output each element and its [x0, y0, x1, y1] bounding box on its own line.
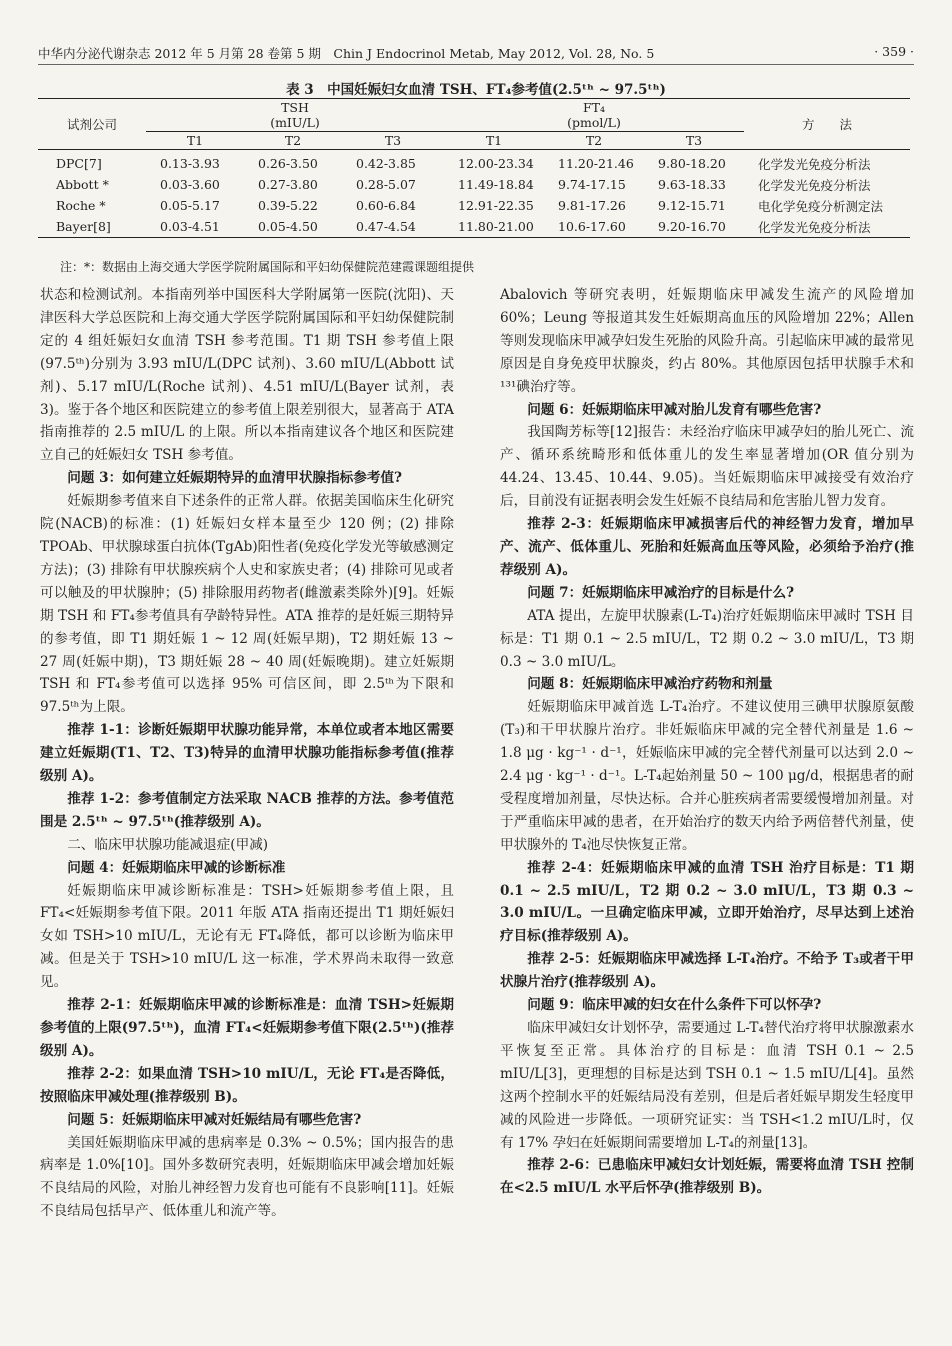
value-cell: 0.42-3.85	[356, 156, 416, 171]
header-tsh-t3: T3	[342, 132, 444, 150]
recommendation: 推荐 1-2：参考值制定方法采取 NACB 推荐的方法。参考值范围是 2.5ᵗʰ ~ 97.5ᵗʰ(推荐级别 A)。	[40, 790, 454, 830]
value-cell: 0.05-5.17	[160, 198, 220, 213]
method-cell: 化学发光免疫分析法	[758, 177, 871, 193]
value-cell: 11.49-18.84	[458, 177, 534, 192]
question-heading: 问题 4：妊娠期临床甲减的诊断标准	[67, 859, 286, 876]
page-number: · 359 ·	[874, 44, 914, 59]
recommendation: 推荐 2-3：妊娠期临床甲减损害后代的神经智力发育，增加早产、流产、低体重儿、死胎和妊娠高血压等风险，必须给予治疗(推荐级别 A)。	[500, 516, 914, 578]
question-heading: 问题 3：如何建立妊娠期特异的血清甲状腺指标参考值?	[67, 470, 402, 487]
value-cell: 9.74-17.15	[558, 177, 626, 192]
question-heading: 问题 8：妊娠期临床甲减治疗药物和剂量	[527, 676, 773, 693]
value-cell: 0.03-3.60	[160, 177, 220, 192]
value-cell: 0.05-4.50	[258, 219, 318, 234]
body-paragraph: 妊娠期临床甲减首选 L-T₄治疗。不建议使用三碘甲状腺原氨酸(T₃)和干甲状腺片治疗。非妊娠临床甲减的完全替代剂量是 1.6 ~ 1.8 μg · kg⁻¹ · d⁻¹，妊娠临床甲减的完全替代剂量可以达到 2.0 ~ 2.4 μg · kg⁻¹ · d⁻¹。L-T₄起始剂量 50 ~ 100 μg/d，根据患者的耐受程度增加剂量，尽快达标。合并心脏疾病者需要缓慢增加剂量。对于严重临床甲减的患者，在开始治疗的数天内给予两倍替代剂量，使甲状腺外的 T₄池尽快恢复正常。	[500, 699, 914, 853]
journal-citation: 中华内分泌代谢杂志 2012 年 5 月第 28 卷第 5 期 Chin J Endocrinol Metab, May 2012, Vol. 28, No. 5	[38, 46, 655, 61]
body-paragraph: Abalovich 等研究表明，妊娠期临床甲减发生流产的风险增加 60%；Leung 等报道其发生妊娠期高血压的风险增加 22%；Allen 等则发现临床甲减孕妇发生死胎的风险升高。引起临床甲减的最常见原因是自身免疫甲状腺炎，约占 80%。其他原因包括甲状腺手术和¹³¹碘治疗等。	[500, 287, 914, 395]
value-cell: 10.6-17.60	[558, 219, 626, 234]
header-ft4: FT₄ (pmol/L)	[444, 99, 744, 132]
right-text-column	[500, 284, 914, 1324]
table-footnote: 注：*：数据由上海交通大学医学院附属国际和平妇幼保健院范建霞课题组提供	[60, 260, 475, 274]
value-cell: 9.63-18.33	[658, 177, 726, 192]
method-cell: 电化学免疫分析测定法	[758, 198, 884, 214]
body-paragraph: 状态和检测试剂。本指南列举中国医科大学附属第一医院(沈阳)、天津医科大学总医院和上海交通大学医学院附属国际和平妇幼保健院制定的 4 组妊娠妇女血清 TSH 参考范围。T1 期 TSH 参考值上限(97.5ᵗʰ)分别为 3.93 mIU/L(DPC 试剂)、3.60 mIU/L(Abbott 试剂)、5.17 mIU/L(Roche 试剂)、4.51 mIU/L(Bayer 试剂，表3)。鉴于各个地区和医院建立的参考值上限差别很大，显著高于 ATA 指南推荐的 2.5 mIU/L 的上限。所以本指南建议各个地区和医院建立自己的妊娠妇女 TSH 参考值。	[40, 287, 454, 464]
question-heading: 问题 7：妊娠期临床甲减治疗的目标是什么?	[527, 584, 795, 601]
header-ft4-t2: T2	[544, 132, 644, 150]
recommendation: 推荐 2-4：妊娠期临床甲减的血清 TSH 治疗目标是：T1 期 0.1 ~ 2.5 mIU/L，T2 期 0.2 ~ 3.0 mIU/L，T3 期 0.3 ~ 3.0 mIU/L。一旦确定临床甲减，立即开始治疗，尽早达到上述治疗目标(推荐级别 A)。	[500, 859, 914, 945]
value-cell: 0.26-3.50	[258, 156, 318, 171]
header-method: 方 法	[744, 99, 910, 150]
table-row	[38, 216, 910, 238]
company-cell: Roche *	[56, 198, 106, 213]
table-row	[38, 195, 910, 216]
table-row	[38, 174, 910, 195]
value-cell: 9.12-15.71	[658, 198, 726, 213]
recommendation: 推荐 2-2：如果血清 TSH>10 mIU/L，无论 FT₄是否降低，按照临床甲减处理(推荐级别 B)。	[40, 1065, 454, 1105]
question-heading: 问题 6：妊娠期临床甲减对胎儿发育有哪些危害?	[527, 401, 822, 418]
value-cell: 0.27-3.80	[258, 177, 318, 192]
recommendation: 推荐 2-5：妊娠期临床甲减选择 L-T₄治疗。不给予 T₃或者干甲状腺片治疗(推荐级别 A)。	[500, 951, 914, 991]
value-cell: 0.47-4.54	[356, 219, 416, 234]
method-cell: 化学发光免疫分析法	[758, 156, 871, 172]
body-paragraph: 妊娠期临床甲减诊断标准是：TSH>妊娠期参考值上限，且 FT₄<妊娠期参考值下限。2011 年版 ATA 指南还提出 T1 期妊娠妇女如 TSH>10 mIU/L，无论有无 FT₄降低，都可以诊断为临床甲减。但是关于 TSH>10 mIU/L 这一标准，学术界尚未取得一致意见。	[40, 882, 454, 991]
table-caption: 表 3 中国妊娠妇女血清 TSH、FT₄参考值(2.5ᵗʰ ~ 97.5ᵗʰ)	[286, 82, 666, 98]
body-paragraph: ATA 提出，左旋甲状腺素(L-T₄)治疗妊娠期临床甲减时 TSH 目标是：T1 期 0.1 ~ 2.5 mIU/L，T2 期 0.2 ~ 3.0 mIU/L，T3 期 0.3 ~ 3.0 mIU/L。	[500, 607, 914, 670]
body-paragraph: 临床甲减妇女计划怀孕，需要通过 L-T₄替代治疗将甲状腺激素水平恢复至正常。具体治疗的目标是：血清 TSH 0.1 ~ 2.5 mIU/L[3]，更理想的目标是达到 TSH 0.1 ~ 1.5 mIU/L[4]。虽然这两个控制水平的妊娠结局没有差别，但是后者妊娠早期发生轻度甲减的风险进一步降低。一项研究证实：当 TSH<1.2 mIU/L时，仅有 17% 孕妇在妊娠期间需要增加 L-T₄的剂量[13]。	[500, 1020, 914, 1151]
table-row	[38, 150, 910, 175]
value-cell: 11.80-21.00	[458, 219, 534, 234]
value-cell: 9.80-18.20	[658, 156, 726, 171]
header-tsh: TSH (mIU/L)	[146, 99, 444, 132]
recommendation: 推荐 1-1：诊断妊娠期甲状腺功能异常，本单位或者本地区需要建立妊娠期(T1、T2、T3)特异的血清甲状腺功能指标参考值(推荐级别 A)。	[40, 722, 454, 785]
header-tsh-t1: T1	[146, 132, 244, 150]
reference-value-table	[38, 98, 910, 238]
recommendation: 推荐 2-6：已患临床甲减妇女计划妊娠，需要将血清 TSH 控制在<2.5 mIU/L 水平后怀孕(推荐级别 B)。	[500, 1157, 914, 1197]
header-ft4-t1: T1	[444, 132, 544, 150]
value-cell: 9.81-17.26	[558, 198, 626, 213]
company-cell: Abbott *	[56, 177, 109, 192]
question-heading: 问题 9：临床甲减的妇女在什么条件下可以怀孕?	[527, 997, 822, 1014]
body-paragraph: 我国陶芳标等[12]报告：未经治疗临床甲减孕妇的胎儿死亡、流产、循环系统畸形和低体重儿的发生率显著增加(OR 值分别为 44.24、13.45、10.44、9.05)。当妊娠期临床甲减接受有效治疗后，目前没有证据表明会发生妊娠不良结局和危害胎儿智力发育。	[500, 424, 914, 510]
body-paragraph: 美国妊娠期临床甲减的患病率是 0.3% ~ 0.5%；国内报告的患病率是 1.0%[10]。国外多数研究表明，妊娠期临床甲减会增加妊娠不良结局的风险，对胎儿神经智力发育也可能有不良影响[11]。妊娠不良结局包括早产、低体重儿和流产等。	[40, 1134, 454, 1220]
value-cell: 11.20-21.46	[558, 156, 634, 171]
header-ft4-t3: T3	[644, 132, 744, 150]
value-cell: 0.28-5.07	[356, 177, 416, 192]
header-tsh-t2: T2	[244, 132, 342, 150]
value-cell: 0.03-4.51	[160, 219, 220, 234]
recommendation: 推荐 2-1：妊娠期临床甲减的诊断标准是：血清 TSH>妊娠期参考值的上限(97.5ᵗʰ)，血清 FT₄<妊娠期参考值下限(2.5ᵗʰ)(推荐级别 A)。	[40, 997, 454, 1059]
company-cell: Bayer[8]	[56, 219, 111, 234]
header-company: 试剂公司	[38, 99, 146, 150]
value-cell: 0.39-5.22	[258, 198, 318, 213]
value-cell: 9.20-16.70	[658, 219, 726, 234]
question-heading: 问题 5：妊娠期临床甲减对妊娠结局有哪些危害?	[67, 1111, 362, 1128]
method-cell: 化学发光免疫分析法	[758, 219, 871, 235]
body-paragraph: 二、临床甲状腺功能减退症(甲减)	[67, 836, 269, 853]
body-paragraph: 妊娠期参考值来自下述条件的正常人群。依据美国临床生化研究院(NACB)的标准：(1) 妊娠妇女样本量至少 120 例；(2) 排除 TPOAb、甲状腺球蛋白抗体(TgAb)阳性者(免疫化学发光等敏感测定方法)；(3) 排除有甲状腺疾病个人史和家族史者；(4) 排除可见或者可以触及的甲状腺肿；(5) 排除服用药物者(雌激素类除外)[9]。妊娠期 TSH 和 FT₄参考值具有孕龄特异性。ATA 推荐的是妊娠三期特异的参考值，即 T1 期妊娠 1 ~ 12 周(妊娠早期)，T2 期妊娠 13 ~ 27 周(妊娠中期)，T3 期妊娠 28 ~ 40 周(妊娠晚期)。建立妊娠期 TSH 和 FT₄参考值可以选择 95% 可信区间，即 2.5ᵗʰ为下限和 97.5ᵗʰ为上限。	[40, 493, 454, 716]
left-text-column	[40, 284, 454, 1324]
value-cell: 0.60-6.84	[356, 198, 416, 213]
company-cell: DPC[7]	[56, 156, 102, 171]
value-cell: 0.13-3.93	[160, 156, 220, 171]
value-cell: 12.00-23.34	[458, 156, 534, 171]
running-header	[38, 44, 914, 65]
value-cell: 12.91-22.35	[458, 198, 534, 213]
